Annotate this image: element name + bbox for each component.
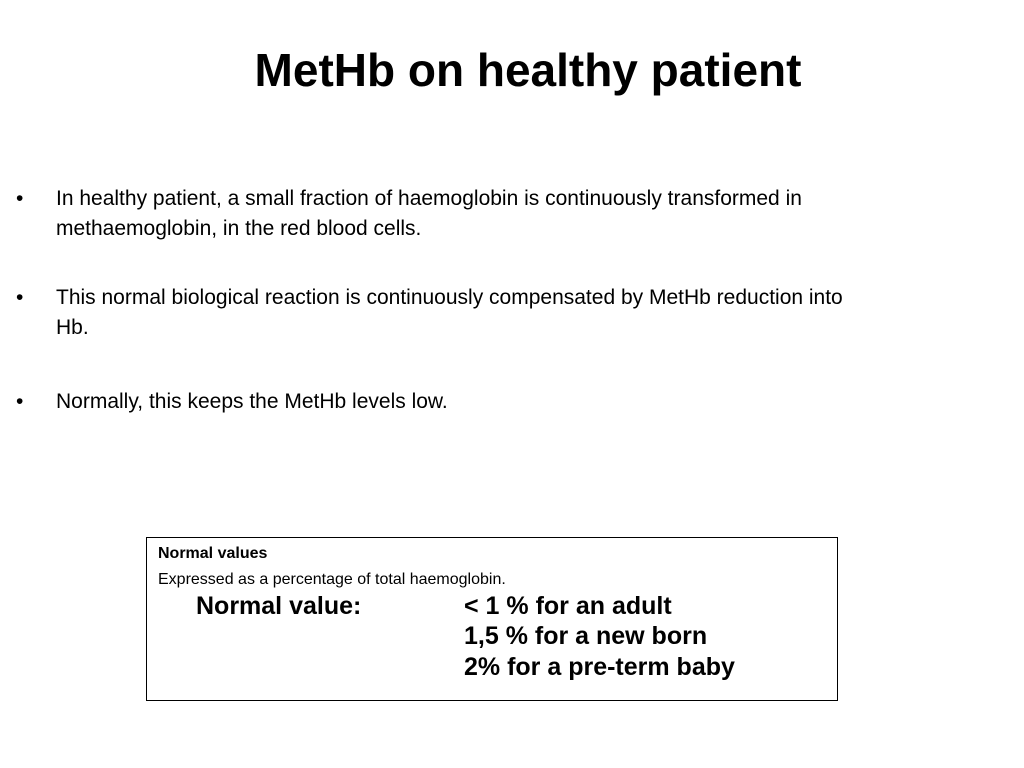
bullet-marker: • — [16, 187, 24, 210]
slide-title: MetHb on healthy patient — [254, 44, 802, 96]
normal-value-adult: < 1 % for an adult — [464, 592, 672, 620]
normal-value-label: Normal value: — [196, 592, 362, 620]
normal-value-pre-term: 2% for a pre-term baby — [464, 653, 735, 681]
bullet-marker: • — [16, 286, 24, 309]
bullet-text: This normal biological reaction is continuously compensated by MetHb reduction into Hb. — [56, 286, 843, 339]
normal-value-new-born: 1,5 % for a new born — [464, 622, 708, 650]
bullet-text: In healthy patient, a small fraction of haemoglobin is continuously transformed in methaemoglobin, in the red blood cells. — [56, 187, 802, 240]
bullet-item — [16, 184, 876, 244]
bullet-item — [16, 283, 876, 343]
bullet-marker: • — [16, 390, 24, 413]
normal-values-heading: Normal values — [158, 545, 268, 562]
normal-values-box — [146, 537, 838, 701]
bullet-item — [16, 387, 876, 417]
bullet-text: Normally, this keeps the MetHb levels low. — [56, 390, 448, 413]
normal-values-description: Expressed as a percentage of total haemoglobin. — [158, 571, 506, 588]
